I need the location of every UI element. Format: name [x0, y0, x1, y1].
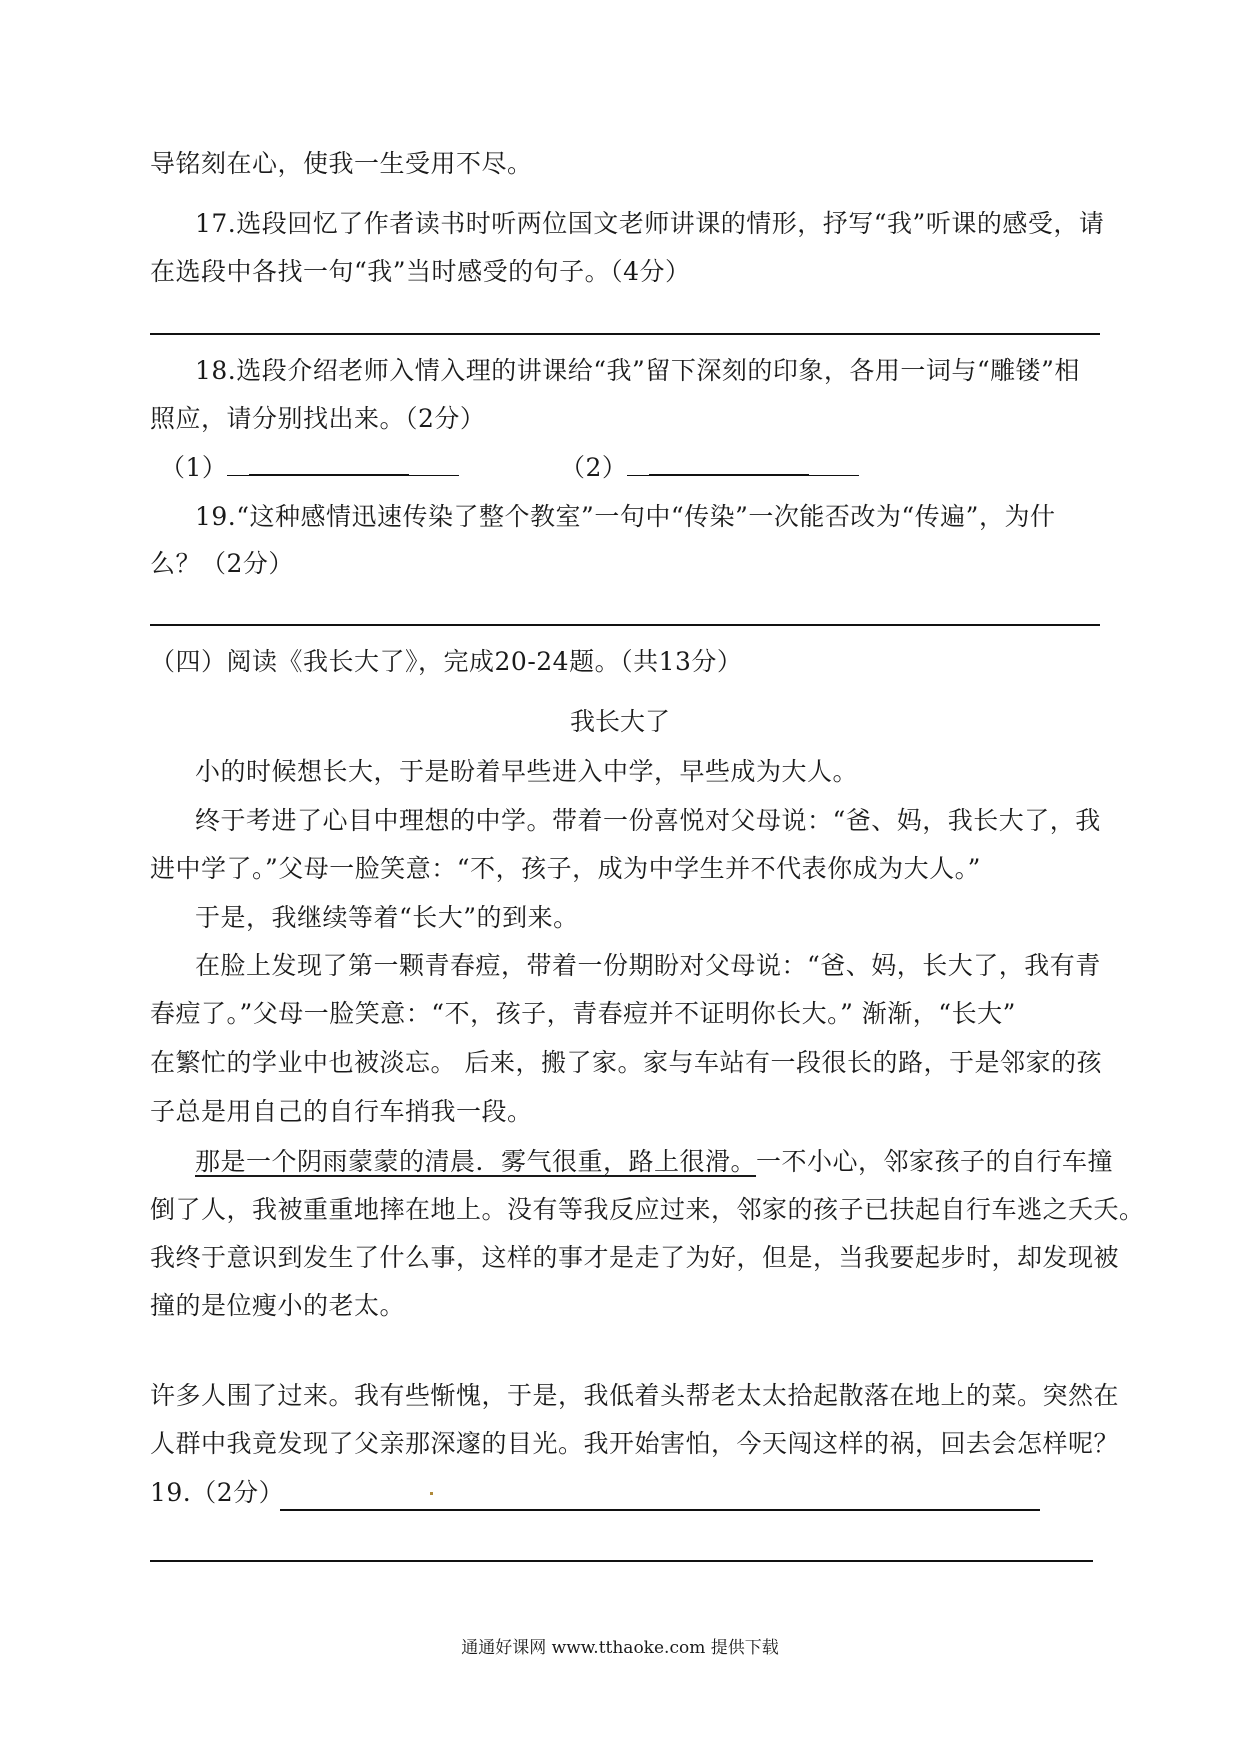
passage-title: 我长大了: [569, 707, 670, 736]
answer-line: [150, 333, 1100, 335]
section-4-heading: （四）阅读《我长大了》，完成20-24题。（共13分）: [150, 647, 743, 676]
question-17: 17.选段回忆了作者读书时听两位国文老师讲课的情形，抒写“我”听课的感受，请: [195, 209, 1105, 238]
paragraph-cont: 春痘了。”父母一脸笑意：“不，孩子，青春痘并不证明你长大。” 渐渐，“长大”: [150, 999, 1016, 1028]
underlined-sentence: 那是一个阴雨蒙蒙的清晨．雾气很重，路上很滑。: [195, 1147, 757, 1176]
paragraph: 于是，我继续等着“长大”的到来。: [195, 903, 579, 932]
paragraph-cont: 在繁忙的学业中也被淡忘。 后来，搬了家。家与车站有一段很长的路，于是邻家的孩: [150, 1048, 1102, 1077]
paragraph: 许多人围了过来。我有些惭愧，于是，我低着头帮老太太拾起散落在地上的菜。突然在: [150, 1381, 1120, 1410]
question-19-cont: 么？（2分）: [150, 549, 294, 578]
question-18: 18.选段介绍老师入情入理的讲课给“我”留下深刻的印象，各用一词与“雕镂”相: [195, 356, 1080, 385]
footer-credit: 通通好课网 www.tthaoke.com 提供下载: [461, 1638, 779, 1658]
blank-2-label: （2）: [560, 453, 628, 482]
answer-line[interactable]: [150, 1560, 1093, 1562]
question-label: 19.（2分）: [150, 1478, 285, 1507]
question-19: 19.“这种感情迅速传染了整个教室”一句中“传染”一次能否改为“传遍”，为什: [195, 502, 1056, 531]
question-17-cont: 在选段中各找一句“我”当时感受的句子。（4分）: [150, 257, 691, 286]
paragraph: 在脸上发现了第一颗青春痘，带着一份期盼对父母说：“爸、妈，长大了，我有青: [195, 951, 1101, 980]
paragraph-cont: 进中学了。”父母一脸笑意：“不，孩子，成为中学生并不代表你成为大人。”: [150, 854, 981, 883]
question-19-repeat: [150, 1477, 1100, 1509]
answer-blank-2[interactable]: [649, 452, 809, 476]
paragraph-cont: 倒了人，我被重重地摔在地上。没有等我反应过来，邻家的孩子已扶起自行车逃之夭夭。: [150, 1195, 1145, 1224]
blank-row-2: [560, 452, 960, 484]
paragraph-text: 一不小心，邻家孩子的自行车撞: [756, 1147, 1114, 1176]
paragraph-cont: 人群中我竟发现了父亲那深邃的目光。我开始害怕，今天闯这样的祸，回去会怎样呢？: [150, 1429, 1120, 1458]
paragraph-cont: 子总是用自己的自行车捎我一段。: [150, 1097, 533, 1126]
answer-blank-1[interactable]: [249, 452, 409, 476]
blank-1-label: （1）: [160, 453, 228, 482]
paragraph: 终于考进了心目中理想的中学。带着一份喜悦对父母说：“爸、妈，我长大了，我: [195, 806, 1101, 835]
text-line: 导铭刻在心，使我一生受用不尽。: [150, 149, 533, 178]
paragraph: [195, 1146, 1145, 1178]
paragraph-cont: 我终于意识到发生了什么事，这样的事才是走了为好，但是，当我要起步时，却发现被: [150, 1243, 1120, 1272]
paragraph-cont: 撞的是位瘦小的老太。: [150, 1291, 406, 1320]
question-18-cont: 照应，请分别找出来。（2分）: [150, 404, 486, 433]
paragraph: 小的时候想长大，于是盼着早些进入中学，早些成为大人。: [195, 757, 859, 786]
answer-line: [150, 624, 1100, 626]
ink-speck: [430, 1492, 433, 1495]
answer-line[interactable]: [280, 1509, 1040, 1511]
